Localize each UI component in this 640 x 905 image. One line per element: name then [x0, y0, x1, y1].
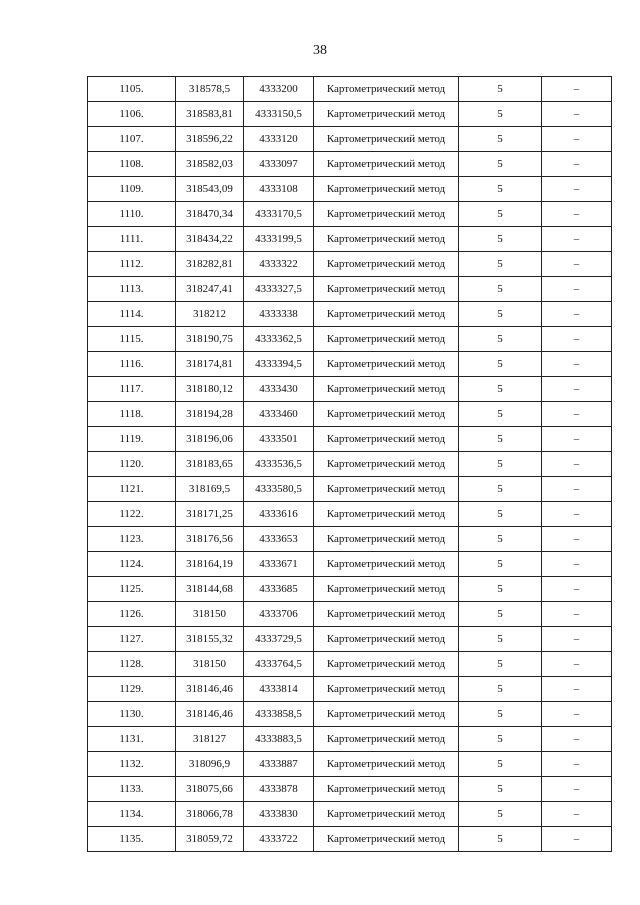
y-coordinate-cell: 4333764,5: [244, 652, 314, 677]
y-coordinate-cell: 4333322: [244, 252, 314, 277]
x-coordinate-cell: 318075,66: [176, 777, 244, 802]
point-number-cell: 1110.: [88, 202, 176, 227]
y-coordinate-cell: 4333878: [244, 777, 314, 802]
description-cell: –: [542, 477, 612, 502]
x-coordinate-cell: 318470,34: [176, 202, 244, 227]
x-coordinate-cell: 318150: [176, 652, 244, 677]
y-coordinate-cell: 4333097: [244, 152, 314, 177]
point-number-cell: 1111.: [88, 227, 176, 252]
description-cell: –: [542, 827, 612, 852]
method-cell: Картометрический метод: [314, 277, 459, 302]
point-number-cell: 1134.: [88, 802, 176, 827]
accuracy-cell: 5: [459, 152, 542, 177]
x-coordinate-cell: 318190,75: [176, 327, 244, 352]
table-row: [88, 477, 612, 502]
y-coordinate-cell: 4333653: [244, 527, 314, 552]
table-row: [88, 302, 612, 327]
method-cell: Картометрический метод: [314, 602, 459, 627]
description-cell: –: [542, 577, 612, 602]
table-row: [88, 677, 612, 702]
accuracy-cell: 5: [459, 752, 542, 777]
table-row: [88, 352, 612, 377]
x-coordinate-cell: 318096,9: [176, 752, 244, 777]
table-row: [88, 77, 612, 102]
y-coordinate-cell: 4333394,5: [244, 352, 314, 377]
x-coordinate-cell: 318583,81: [176, 102, 244, 127]
y-coordinate-cell: 4333580,5: [244, 477, 314, 502]
x-coordinate-cell: 318171,25: [176, 502, 244, 527]
point-number-cell: 1105.: [88, 77, 176, 102]
accuracy-cell: 5: [459, 227, 542, 252]
x-coordinate-cell: 318194,28: [176, 402, 244, 427]
x-coordinate-cell: 318146,46: [176, 702, 244, 727]
point-number-cell: 1132.: [88, 752, 176, 777]
table-row: [88, 527, 612, 552]
description-cell: –: [542, 802, 612, 827]
x-coordinate-cell: 318543,09: [176, 177, 244, 202]
method-cell: Картометрический метод: [314, 477, 459, 502]
table-row: [88, 702, 612, 727]
table-row: [88, 227, 612, 252]
page-number: 38: [313, 43, 327, 58]
x-coordinate-cell: 318434,22: [176, 227, 244, 252]
y-coordinate-cell: 4333722: [244, 827, 314, 852]
x-coordinate-cell: 318247,41: [176, 277, 244, 302]
description-cell: –: [542, 102, 612, 127]
accuracy-cell: 5: [459, 302, 542, 327]
description-cell: –: [542, 277, 612, 302]
accuracy-cell: 5: [459, 127, 542, 152]
x-coordinate-cell: 318196,06: [176, 427, 244, 452]
method-cell: Картометрический метод: [314, 202, 459, 227]
description-cell: –: [542, 677, 612, 702]
y-coordinate-cell: 4333199,5: [244, 227, 314, 252]
point-number-cell: 1114.: [88, 302, 176, 327]
table-row: [88, 427, 612, 452]
table-row: [88, 252, 612, 277]
table-row: [88, 327, 612, 352]
accuracy-cell: 5: [459, 627, 542, 652]
table-row: [88, 802, 612, 827]
accuracy-cell: 5: [459, 527, 542, 552]
point-number-cell: 1108.: [88, 152, 176, 177]
y-coordinate-cell: 4333108: [244, 177, 314, 202]
description-cell: –: [542, 502, 612, 527]
x-coordinate-cell: 318180,12: [176, 377, 244, 402]
x-coordinate-cell: 318174,81: [176, 352, 244, 377]
table-row: [88, 152, 612, 177]
description-cell: –: [542, 177, 612, 202]
y-coordinate-cell: 4333327,5: [244, 277, 314, 302]
description-cell: –: [542, 402, 612, 427]
point-number-cell: 1115.: [88, 327, 176, 352]
point-number-cell: 1120.: [88, 452, 176, 477]
table-row: [88, 777, 612, 802]
point-number-cell: 1135.: [88, 827, 176, 852]
table-row: [88, 727, 612, 752]
description-cell: –: [542, 627, 612, 652]
table-row: [88, 652, 612, 677]
table-row: [88, 452, 612, 477]
point-number-cell: 1118.: [88, 402, 176, 427]
accuracy-cell: 5: [459, 202, 542, 227]
x-coordinate-cell: 318212: [176, 302, 244, 327]
y-coordinate-cell: 4333887: [244, 752, 314, 777]
table-row: [88, 127, 612, 152]
method-cell: Картометрический метод: [314, 527, 459, 552]
accuracy-cell: 5: [459, 427, 542, 452]
y-coordinate-cell: 4333460: [244, 402, 314, 427]
table-body: [88, 77, 612, 852]
accuracy-cell: 5: [459, 477, 542, 502]
description-cell: –: [542, 752, 612, 777]
method-cell: Картометрический метод: [314, 377, 459, 402]
method-cell: Картометрический метод: [314, 327, 459, 352]
description-cell: –: [542, 302, 612, 327]
y-coordinate-cell: 4333362,5: [244, 327, 314, 352]
y-coordinate-cell: 4333814: [244, 677, 314, 702]
table-row: [88, 402, 612, 427]
method-cell: Картометрический метод: [314, 752, 459, 777]
method-cell: Картометрический метод: [314, 652, 459, 677]
x-coordinate-cell: 318582,03: [176, 152, 244, 177]
description-cell: –: [542, 127, 612, 152]
y-coordinate-cell: 4333671: [244, 552, 314, 577]
method-cell: Картометрический метод: [314, 802, 459, 827]
accuracy-cell: 5: [459, 652, 542, 677]
description-cell: –: [542, 777, 612, 802]
y-coordinate-cell: 4333170,5: [244, 202, 314, 227]
x-coordinate-cell: 318150: [176, 602, 244, 627]
table-row: [88, 552, 612, 577]
accuracy-cell: 5: [459, 577, 542, 602]
x-coordinate-cell: 318127: [176, 727, 244, 752]
accuracy-cell: 5: [459, 327, 542, 352]
accuracy-cell: 5: [459, 452, 542, 477]
accuracy-cell: 5: [459, 102, 542, 127]
accuracy-cell: 5: [459, 727, 542, 752]
x-coordinate-cell: 318155,32: [176, 627, 244, 652]
table-row: [88, 627, 612, 652]
accuracy-cell: 5: [459, 552, 542, 577]
accuracy-cell: 5: [459, 277, 542, 302]
y-coordinate-cell: 4333616: [244, 502, 314, 527]
description-cell: –: [542, 702, 612, 727]
y-coordinate-cell: 4333729,5: [244, 627, 314, 652]
table-row: [88, 202, 612, 227]
x-coordinate-cell: 318596,22: [176, 127, 244, 152]
accuracy-cell: 5: [459, 777, 542, 802]
method-cell: Картометрический метод: [314, 252, 459, 277]
y-coordinate-cell: 4333536,5: [244, 452, 314, 477]
method-cell: Картометрический метод: [314, 452, 459, 477]
table-row: [88, 602, 612, 627]
point-number-cell: 1112.: [88, 252, 176, 277]
method-cell: Картометрический метод: [314, 677, 459, 702]
point-number-cell: 1125.: [88, 577, 176, 602]
point-number-cell: 1123.: [88, 527, 176, 552]
table-row: [88, 177, 612, 202]
accuracy-cell: 5: [459, 352, 542, 377]
point-number-cell: 1121.: [88, 477, 176, 502]
method-cell: Картометрический метод: [314, 302, 459, 327]
accuracy-cell: 5: [459, 677, 542, 702]
point-number-cell: 1131.: [88, 727, 176, 752]
method-cell: Картометрический метод: [314, 127, 459, 152]
method-cell: Картометрический метод: [314, 402, 459, 427]
method-cell: Картометрический метод: [314, 727, 459, 752]
y-coordinate-cell: 4333150,5: [244, 102, 314, 127]
point-number-cell: 1126.: [88, 602, 176, 627]
method-cell: Картометрический метод: [314, 427, 459, 452]
y-coordinate-cell: 4333685: [244, 577, 314, 602]
method-cell: Картометрический метод: [314, 152, 459, 177]
point-number-cell: 1128.: [88, 652, 176, 677]
table-row: [88, 577, 612, 602]
point-number-cell: 1130.: [88, 702, 176, 727]
description-cell: –: [542, 202, 612, 227]
point-number-cell: 1133.: [88, 777, 176, 802]
point-number-cell: 1127.: [88, 627, 176, 652]
description-cell: –: [542, 427, 612, 452]
x-coordinate-cell: 318059,72: [176, 827, 244, 852]
y-coordinate-cell: 4333706: [244, 602, 314, 627]
y-coordinate-cell: 4333858,5: [244, 702, 314, 727]
accuracy-cell: 5: [459, 402, 542, 427]
x-coordinate-cell: 318578,5: [176, 77, 244, 102]
description-cell: –: [542, 352, 612, 377]
description-cell: –: [542, 602, 612, 627]
method-cell: Картометрический метод: [314, 227, 459, 252]
point-number-cell: 1109.: [88, 177, 176, 202]
point-number-cell: 1122.: [88, 502, 176, 527]
point-number-cell: 1129.: [88, 677, 176, 702]
y-coordinate-cell: 4333120: [244, 127, 314, 152]
method-cell: Картометрический метод: [314, 577, 459, 602]
point-number-cell: 1119.: [88, 427, 176, 452]
y-coordinate-cell: 4333430: [244, 377, 314, 402]
x-coordinate-cell: 318146,46: [176, 677, 244, 702]
x-coordinate-cell: 318066,78: [176, 802, 244, 827]
y-coordinate-cell: 4333200: [244, 77, 314, 102]
method-cell: Картометрический метод: [314, 702, 459, 727]
method-cell: Картометрический метод: [314, 502, 459, 527]
description-cell: –: [542, 327, 612, 352]
description-cell: –: [542, 552, 612, 577]
description-cell: –: [542, 77, 612, 102]
x-coordinate-cell: 318169,5: [176, 477, 244, 502]
x-coordinate-cell: 318282,81: [176, 252, 244, 277]
description-cell: –: [542, 252, 612, 277]
accuracy-cell: 5: [459, 602, 542, 627]
description-cell: –: [542, 727, 612, 752]
accuracy-cell: 5: [459, 252, 542, 277]
accuracy-cell: 5: [459, 177, 542, 202]
description-cell: –: [542, 377, 612, 402]
x-coordinate-cell: 318164,19: [176, 552, 244, 577]
description-cell: –: [542, 652, 612, 677]
method-cell: Картометрический метод: [314, 827, 459, 852]
point-number-cell: 1106.: [88, 102, 176, 127]
x-coordinate-cell: 318176,56: [176, 527, 244, 552]
y-coordinate-cell: 4333338: [244, 302, 314, 327]
point-number-cell: 1124.: [88, 552, 176, 577]
table-row: [88, 752, 612, 777]
table-row: [88, 277, 612, 302]
description-cell: –: [542, 452, 612, 477]
table-row: [88, 102, 612, 127]
table-row: [88, 377, 612, 402]
y-coordinate-cell: 4333883,5: [244, 727, 314, 752]
description-cell: –: [542, 152, 612, 177]
point-number-cell: 1116.: [88, 352, 176, 377]
coordinates-table: [87, 76, 612, 852]
method-cell: Картометрический метод: [314, 102, 459, 127]
x-coordinate-cell: 318144,68: [176, 577, 244, 602]
method-cell: Картометрический метод: [314, 177, 459, 202]
description-cell: –: [542, 527, 612, 552]
description-cell: –: [542, 227, 612, 252]
point-number-cell: 1113.: [88, 277, 176, 302]
point-number-cell: 1107.: [88, 127, 176, 152]
accuracy-cell: 5: [459, 702, 542, 727]
method-cell: Картометрический метод: [314, 552, 459, 577]
method-cell: Картометрический метод: [314, 352, 459, 377]
method-cell: Картометрический метод: [314, 777, 459, 802]
accuracy-cell: 5: [459, 802, 542, 827]
accuracy-cell: 5: [459, 77, 542, 102]
x-coordinate-cell: 318183,65: [176, 452, 244, 477]
method-cell: Картометрический метод: [314, 77, 459, 102]
accuracy-cell: 5: [459, 502, 542, 527]
accuracy-cell: 5: [459, 827, 542, 852]
table-row: [88, 827, 612, 852]
y-coordinate-cell: 4333830: [244, 802, 314, 827]
y-coordinate-cell: 4333501: [244, 427, 314, 452]
accuracy-cell: 5: [459, 377, 542, 402]
table-row: [88, 502, 612, 527]
method-cell: Картометрический метод: [314, 627, 459, 652]
point-number-cell: 1117.: [88, 377, 176, 402]
